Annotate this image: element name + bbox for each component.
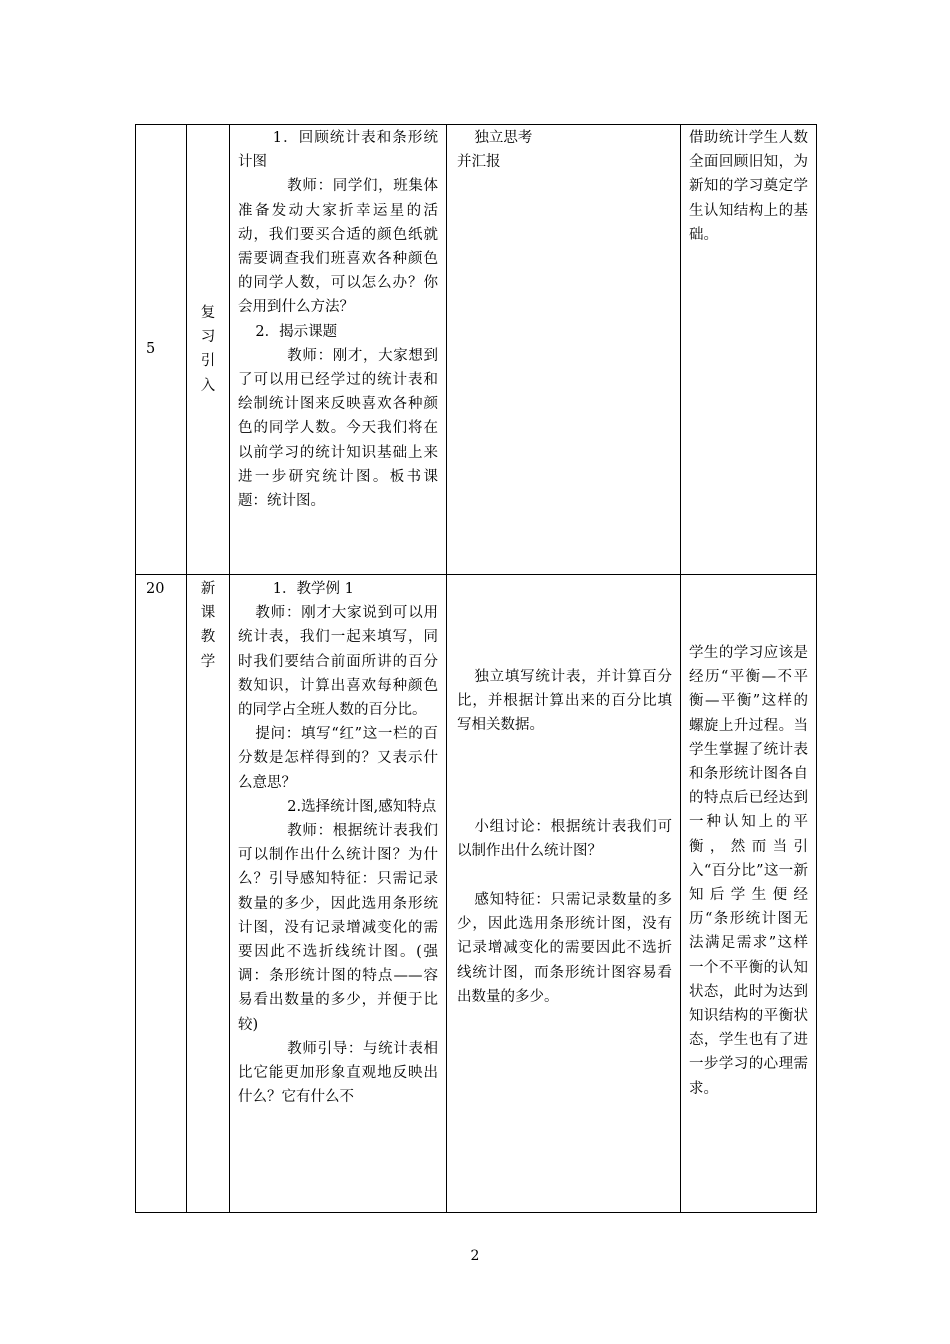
teacher-paragraph: 2．揭示课题 [255, 323, 338, 340]
student-activity-cell [447, 575, 681, 1213]
student-paragraph: 并汇报 [457, 154, 501, 171]
teacher-activity-cell [230, 125, 447, 575]
student-paragraph: 感知特征：只需记录数量的多少，因此选用条形统计图，没有记录增减变化的需要因此不选折线统计图，而条形统计图容易看出数量的多少。 [457, 892, 672, 1005]
time-value: 5 [146, 341, 156, 357]
intent-paragraph: 借助统计学生人数全面回顾旧知，为新知的学习奠定学生认知结构上的基础。 [689, 130, 808, 243]
time-value: 20 [146, 581, 165, 597]
student-activity-cell [447, 125, 681, 575]
time-cell [136, 125, 187, 575]
stage-label: 新 课 教 学 [200, 581, 216, 670]
stage-label: 复 习 引 入 [200, 305, 216, 394]
teacher-paragraph: 提问：填写“红”这一栏的百分数是怎样得到的？又表示什么意思？ [238, 726, 438, 791]
teacher-paragraph: 教师：刚才大家说到可以用统计表，我们一起来填写，同时我们要结合前面所讲的百分数知识，计算出喜欢每种颜色的同学占全班人数的百分比。 [238, 605, 438, 719]
stage-cell [187, 575, 230, 1213]
student-paragraph: 小组讨论：根据统计表我们可以制作出什么统计图？ [457, 819, 672, 860]
teacher-paragraph: 教师：同学们，班集体准备发动大家折幸运星的活动，我们要买合适的颜色纸就需要调查我们班喜欢各种颜色的同学人数，可以怎么办？你会用到什么方法？ [238, 178, 438, 316]
student-paragraph: 独立填写统计表，并计算百分比，并根据计算出来的百分比填写相关数据。 [457, 669, 672, 734]
teacher-paragraph: 教师：根据统计表我们可以制作出什么统计图？为什么？引导感知特征：只需记录数量的多少，因此选用条形统计图，没有记录增减变化的需要因此不选折线统计图。(强调：条形统计图的特点——容易看出数量的多少，并便于比较) [238, 823, 438, 1033]
lesson-plan-table [135, 124, 817, 1213]
student-paragraph: 独立思考 [474, 130, 533, 146]
stage-cell [187, 125, 230, 575]
page-number: 2 [470, 1248, 480, 1264]
time-cell [136, 575, 187, 1213]
table-row [136, 575, 817, 1213]
teacher-paragraph: 教师：刚才，大家想到了可以用已经学过的统计表和绘制统计图来反映喜欢各种颜色的同学人数。今天我们将在以前学习的统计知识基础上来进一步研究统计图。板书课题：统计图。 [238, 347, 438, 510]
teacher-paragraph: 1．教学例 1 [272, 581, 354, 597]
teacher-paragraph: 1．回顾统计表和条形统计图 [238, 130, 438, 171]
teacher-activity-cell [230, 575, 447, 1213]
intent-paragraph: 学生的学习应该是经历“平衡—不平衡—平衡”这样的螺旋上升过程。当学生掌握了统计表和条形统计图各自的特点后已经达到一种认知上的平衡，然而当引入“百分比”这一新知后学生便经历“条形统计图无法满足需求”这样一个不平衡的认知状态，此时为达到知识结构的平衡状态，学生也有了进一步学习的心理需求。 [689, 645, 808, 1097]
table-row [136, 125, 817, 575]
design-intent-cell [681, 125, 817, 575]
teacher-paragraph: 教师引导：与统计表相比它能更加形象直观地反映出什么？它有什么不 [238, 1040, 438, 1106]
teacher-paragraph: 2.选择统计图,感知特点 [287, 798, 437, 815]
design-intent-cell [681, 575, 817, 1213]
